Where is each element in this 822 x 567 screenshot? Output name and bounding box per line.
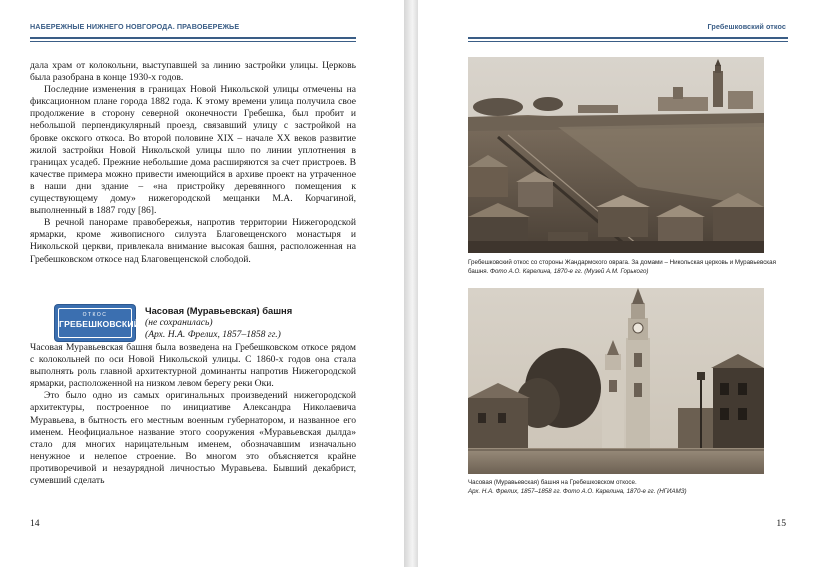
paragraph: Часовая Муравьевская башня была возведена на Гребешковском откосе рядом с колокольней по оси Новой Никольской улицы. С 1860-х годов она стала выполнять роль главной архитектурной доминанты напротив Нижегородской ярмарки, расположенной на низком левом берегу реки Оки.	[30, 342, 356, 390]
book-gutter	[404, 0, 418, 567]
paragraph: дала храм от колокольни, выступавшей за линию застройки улицы. Церковь была разобрана в конце 1930-х годов.	[30, 60, 356, 84]
left-page	[0, 0, 404, 567]
street-sign	[55, 305, 141, 341]
photo-slope-view	[468, 57, 764, 253]
caption-text: Часовая (Муравьевская) башня на Гребешковском откосе.	[468, 479, 637, 486]
paragraph: Это было одно из самых оригинальных произведений нижегородской архитектуры, построенное по инициативе Александра Николаевича Муравьева, в бытность его местным военным губернатором, и названное его именем. Неофициальное название этого сооружения «Муравьевская дылда» стало для многих нарицательным именем, обозначавшим изначально ненужное и нелепое строение. Во многом это объясняется крайне противоречивой и незаурядной личностью Муравьева. Бывший декабрист, сумевший сделать	[30, 390, 356, 487]
street-sign-name: ГРЕБЕШКОВСКИЙ	[59, 319, 141, 329]
photo-caption-2	[468, 478, 778, 497]
section-heading	[145, 305, 355, 341]
header-rule-thin	[468, 41, 788, 42]
photo-clock-tower	[468, 288, 764, 474]
header-rule-thin	[30, 41, 356, 42]
street-sign-small: ОТКОС	[82, 312, 108, 318]
section-status: (не сохранилась)	[145, 317, 213, 328]
header-rule	[468, 37, 788, 39]
paragraph: Последние изменения в границах Новой Никольской улицы отмечены на фиксационном плане города 1882 года. К этому времени улица получила свое продолжение в сторону северной оконечности Гребешка, был пробит и небольшой перпендикулярный проезд, связавший улицу с застройкой на бровке окского откоса. Во второй половине XIX – начале XX веков развитие жилой застройки Новой Никольской улицы шло по линии уплотнения в границах усадеб. Прежние небольшие дома расширяются за счет пристроев. В качестве примера можно привести имеющийся в архиве проект на утраченное в наши дни здание – «на пристройку деревянного помещения к существующему дому» нижегородской мещанки М.А. Корчагиной, выполненный в 1887 году [86].	[30, 84, 356, 217]
running-head-right: Гребешковский откос	[707, 22, 786, 31]
body-text-bottom	[30, 342, 356, 487]
body-text-top	[30, 60, 356, 266]
running-head-left: НАБЕРЕЖНЫЕ НИЖНЕГО НОВГОРОДА. ПРАВОБЕРЕЖЬЕ	[30, 22, 240, 31]
section-attribution: (Арх. Н.А. Фрелих, 1857–1858 гг.)	[145, 329, 281, 340]
caption-text: Гребешковский откос со стороны Жандармского оврага. За домами – Никольская церковь и Муравьевская башня.	[468, 259, 776, 276]
page-number-right: 15	[776, 518, 786, 529]
page-number-left: 14	[30, 518, 40, 529]
caption-credit: Арх. Н.А. Фрелих, 1857–1858 гг. Фото А.О. Карелина, 1870-е гг. (НГИАМЗ)	[468, 488, 687, 496]
caption-credit: Фото А.О. Карелина, 1870-е гг. (Музей А.М. Горького)	[490, 268, 649, 276]
section-title: Часовая (Муравьевская) башня	[145, 305, 293, 316]
photo-caption-1	[468, 258, 778, 277]
header-rule	[30, 37, 356, 39]
right-page	[418, 0, 822, 567]
paragraph: В речной панораме правобережья, напротив территории Нижегородской ярмарки, кроме живописного силуэта Благовещенского монастыря и Никольской церкви, привлекала внимание высокая башня, расположенная на Гребешковском откосе над Благовещенской слободой.	[30, 217, 356, 265]
